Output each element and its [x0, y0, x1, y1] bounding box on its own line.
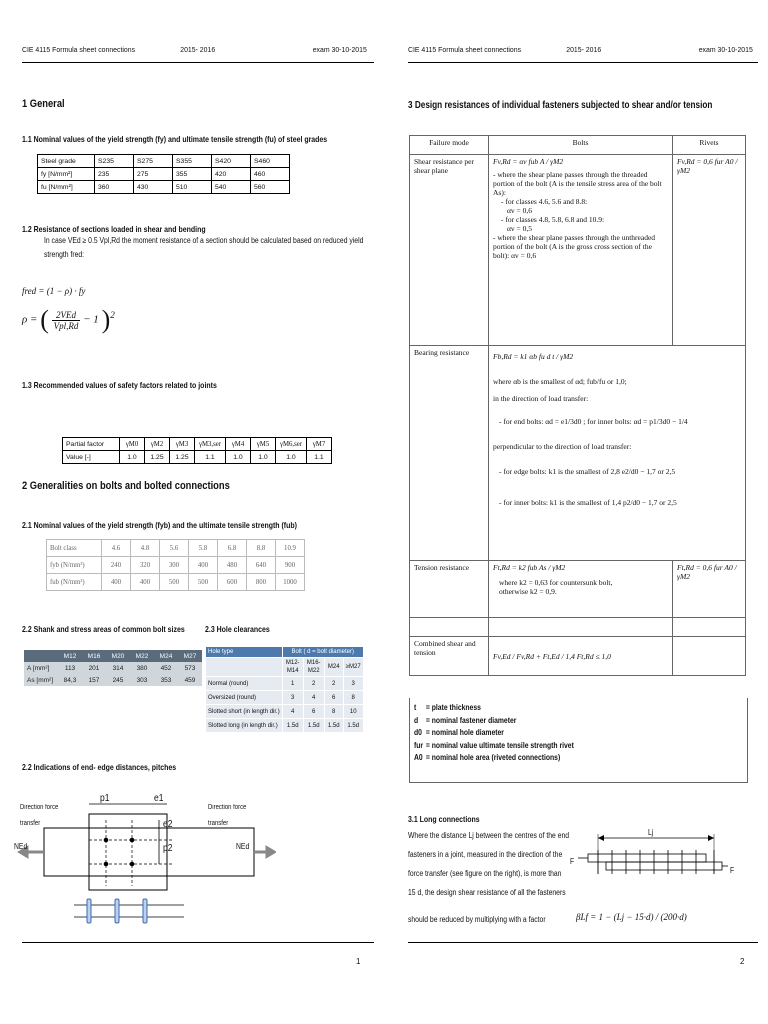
- cell: 1.5d: [324, 719, 343, 733]
- cell: 10: [343, 705, 363, 719]
- cell: [673, 637, 746, 676]
- cell: 2: [303, 677, 324, 691]
- cell: 1.0: [276, 451, 307, 464]
- cell: 8.8: [247, 540, 276, 557]
- cell: S235: [95, 155, 134, 168]
- cell: 1.1: [195, 451, 226, 464]
- header-title: CIE 4115 Formula sheet connections: [22, 45, 136, 54]
- cell: Normal (round): [206, 677, 283, 691]
- rho-formula: ρ = ( 2VEd Vpl,Rd − 1 )$^2$: [22, 305, 115, 334]
- e2-label: e2: [163, 819, 173, 830]
- bolt-class-table: [46, 539, 305, 591]
- section-2-4-title: 2.2 Indications of end- edge distances, pitches: [22, 762, 177, 772]
- cell: 320: [131, 557, 160, 574]
- cell: [673, 618, 746, 637]
- bolt-side: [143, 899, 147, 923]
- tension-text-1: otherwise k2 = 0,9.: [499, 587, 557, 596]
- cell: 353: [154, 674, 178, 686]
- header-rule: [22, 62, 374, 63]
- cell: fub (N/mm²): [47, 574, 102, 591]
- cell: S355: [173, 155, 212, 168]
- bearing-formula: Fb,Rd = k1 αb fu d t / γM2: [493, 352, 574, 361]
- bearing-text-5: - for inner bolts: k1 is the smallest of 1,4 p2/d0 − 1,7 or 2,5: [499, 498, 677, 507]
- cell: 275: [134, 168, 173, 181]
- section-1-2-title: 1.2 Resistance of sections loaded in shear and bending: [22, 224, 206, 234]
- tension-rivet-formula: Ft,Rd = 0,6 fur A0 / γM2: [673, 561, 746, 618]
- fastener-resistance-table: [409, 135, 746, 676]
- cell: 235: [95, 168, 134, 181]
- bearing-text-2: - for end bolts: αd = e1/3d0 ; for inner bolts: αd = p1/3d0 − 1/4: [499, 417, 688, 426]
- shear-text-1: - for classes 4.6, 5.6 and 8.8:: [501, 197, 588, 206]
- cell: 245: [106, 674, 130, 686]
- bearing-text-1: in the direction of load transfer:: [493, 394, 589, 403]
- page-number-2: 2: [740, 957, 745, 966]
- bolt-side: [115, 899, 119, 923]
- cell: 460: [251, 168, 290, 181]
- cell: 6: [324, 691, 343, 705]
- section-3-1-text: [408, 826, 578, 929]
- hole-clearance-table: [205, 646, 364, 733]
- safety-factor-table: [62, 437, 332, 464]
- force-right-label: F: [730, 866, 735, 875]
- cell: 1000: [276, 574, 305, 591]
- force-left-label: F: [570, 857, 575, 866]
- tension-mode: Tension resistance: [410, 561, 489, 618]
- cell: M27: [178, 650, 202, 662]
- page-number-1: 1: [356, 957, 361, 966]
- cell: 4: [282, 705, 303, 719]
- cell: 300: [160, 557, 189, 574]
- cell: [206, 658, 283, 677]
- ned-left-label: NEd: [14, 842, 28, 851]
- e1-label: e1: [154, 793, 164, 804]
- cell: fy [N/mm²]: [38, 168, 95, 181]
- bolt-hole: [130, 838, 135, 843]
- combined-formula: Fv,Ed / Fv,Rd + Ft,Ed / 1,4 Ft,Rd ≤ 1,0: [489, 637, 673, 676]
- header-title: CIE 4115 Formula sheet connections: [408, 45, 522, 54]
- cell: M22: [130, 650, 154, 662]
- cell: 1.25: [145, 451, 170, 464]
- bearing-cell: [489, 346, 746, 561]
- cell: 4.6: [102, 540, 131, 557]
- page-2: [384, 0, 768, 1024]
- bearing-mode: Bearing resistance: [410, 346, 489, 561]
- cell: Bolts: [489, 136, 673, 155]
- footer-rule: [22, 942, 374, 943]
- cell: 500: [189, 574, 218, 591]
- cell: 240: [102, 557, 131, 574]
- cell: 1.0: [226, 451, 251, 464]
- p2-label: p2: [163, 843, 173, 854]
- cell: 1.5d: [282, 719, 303, 733]
- cell: 1.0: [251, 451, 276, 464]
- plate-outline: [44, 828, 254, 876]
- cell: 640: [247, 557, 276, 574]
- header-exam: exam 30-10-2015: [312, 45, 367, 54]
- cell: 600: [218, 574, 247, 591]
- cell: 2: [324, 677, 343, 691]
- cell: As [mm²]: [24, 674, 58, 686]
- shear-mode: Shear resistance per shear plane: [410, 155, 489, 346]
- bearing-text-0: where αb is the smallest of αd; fub/fu or 1,0;: [493, 377, 627, 386]
- p1-label: p1: [100, 793, 110, 804]
- shear-text-5: - where the shear plane passes through the unthreaded portion of the bolt (A is the gross cross section of the bolt): αv = 0,6: [493, 233, 656, 260]
- header-rule: [408, 62, 758, 63]
- bearing-text-4: - for edge bolts: k1 is the smallest of 2,8 e2/d0 − 1,7 or 2,5: [499, 467, 676, 476]
- section-3-1-title: 3.1 Long connections: [408, 814, 480, 824]
- cell: 360: [95, 181, 134, 194]
- cell: 400: [189, 557, 218, 574]
- rho-num: 2VEd: [52, 310, 81, 321]
- cell: ≥M27: [343, 658, 363, 677]
- cell: M12-M14: [282, 658, 303, 677]
- cell: Bolt ( d = bolt diameter): [282, 647, 363, 658]
- cell: 157: [82, 674, 106, 686]
- steel-grade-table: [37, 154, 290, 194]
- cell: Bolt class: [47, 540, 102, 557]
- cell: 6: [303, 705, 324, 719]
- cell: M12: [58, 650, 82, 662]
- cell: 1.25: [170, 451, 195, 464]
- cell: 900: [276, 557, 305, 574]
- cell: [24, 650, 58, 662]
- shear-text-0: - where the shear plane passes through the threaded portion of the bolt (A is the tensile stress area of the bolt As):: [493, 170, 662, 197]
- legend-row: d = nominal fastener diameter: [414, 715, 517, 725]
- cell: γM6,ser: [276, 438, 307, 451]
- legend: [414, 702, 574, 765]
- cell: 201: [82, 662, 106, 674]
- cover-plate: [89, 814, 167, 890]
- cell: 800: [247, 574, 276, 591]
- cell: 510: [173, 181, 212, 194]
- f-red-formula: fred = (1 − ρ) · fy: [22, 286, 86, 296]
- rho-tail: − 1: [83, 313, 99, 326]
- cell: 400: [102, 574, 131, 591]
- cell: 1.5d: [303, 719, 324, 733]
- shear-rivet-formula: Fv,Rd = 0,6 fur A0 / γM2: [673, 155, 746, 346]
- ned-right-label: NEd: [236, 842, 250, 851]
- s31-line: Where the distance Lj between the centres of the end: [408, 831, 570, 840]
- cell: 573: [178, 662, 202, 674]
- tension-bolt-cell: [489, 561, 673, 618]
- cell: 5.8: [189, 540, 218, 557]
- legend-row: fur = nominal value ultimate tensile strength rivet: [414, 740, 574, 750]
- cell: 314: [106, 662, 130, 674]
- header-year: 2015- 2016: [566, 45, 602, 54]
- cell: γM2: [145, 438, 170, 451]
- cell: 452: [154, 662, 178, 674]
- cell: 4: [303, 691, 324, 705]
- bolt-hole: [104, 838, 109, 843]
- cell: 420: [212, 168, 251, 181]
- cell: 3: [343, 677, 363, 691]
- cell: 303: [130, 674, 154, 686]
- dir-force-left: Direction force transfer: [20, 804, 59, 827]
- bearing-text-3: perpendicular to the direction of load transfer:: [493, 442, 632, 451]
- section-2-1-title: 2.1 Nominal values of the yield strength (fyb) and the ultimate tensile strength (fub): [22, 520, 297, 530]
- cell: Slotted long (in length dir.): [206, 719, 283, 733]
- bolt-hole: [104, 862, 109, 867]
- lj-label: Lj: [648, 828, 654, 837]
- footer-rule: [408, 942, 758, 943]
- cell: 400: [131, 574, 160, 591]
- section-1-3-title: 1.3 Recommended values of safety factors related to joints: [22, 380, 217, 390]
- cell: 1.1: [307, 451, 332, 464]
- section-1-1-title: 1.1 Nominal values of the yield strength (fy) and ultimate tensile strength (fu) of steel grades: [22, 134, 328, 144]
- cell: 5.6: [160, 540, 189, 557]
- cell: fyb (N/mm²): [47, 557, 102, 574]
- cell: 500: [160, 574, 189, 591]
- cell: 560: [251, 181, 290, 194]
- cell: 1.5d: [343, 719, 363, 733]
- section-1-2-text: In case VEd ≥ 0.5 Vpl,Rd the moment resistance of a section should be calculated based on reduced yield strength fred:: [44, 236, 364, 259]
- cell: Rivets: [673, 136, 746, 155]
- cell: γM0: [120, 438, 145, 451]
- cell: 1.0: [120, 451, 145, 464]
- cell: γM3,ser: [195, 438, 226, 451]
- cell: 1: [282, 677, 303, 691]
- s31-line: should be reduced by multiplying with a factor: [408, 915, 546, 924]
- cell: 4.8: [131, 540, 160, 557]
- cell: 380: [130, 662, 154, 674]
- cell: [489, 618, 673, 637]
- cell: 10.9: [276, 540, 305, 557]
- s31-line: fasteners in a joint, measured in the direction of the: [408, 850, 563, 859]
- section-2-2-title: 2.2 Shank and stress areas of common bolt sizes: [22, 624, 185, 634]
- cell: 480: [218, 557, 247, 574]
- section-1-title: 1 General: [22, 98, 65, 110]
- dir-force-right: Direction force transfer: [208, 804, 247, 827]
- s31-line: 15 d, the design shear resistance of all the fasteners: [408, 888, 566, 897]
- section-2-title: 2 Generalities on bolts and bolted connections: [22, 480, 230, 492]
- rho-den: Vpl,Rd: [53, 320, 79, 331]
- cell: γM4: [226, 438, 251, 451]
- shear-text-3: - for classes 4.8, 5.8, 6.8 and 10.9:: [501, 215, 605, 224]
- cell: 459: [178, 674, 202, 686]
- cell: M16: [82, 650, 106, 662]
- cell: fu [N/mm²]: [38, 181, 95, 194]
- cell: A [mm²]: [24, 662, 58, 674]
- header-year: 2015- 2016: [180, 45, 216, 54]
- cell: M24: [324, 658, 343, 677]
- shear-bolt-formula: Fv,Rd = αv fub A / γM2: [493, 157, 564, 166]
- cell: M24: [154, 650, 178, 662]
- cell: [410, 618, 489, 637]
- cell: 430: [134, 181, 173, 194]
- section-3-title: 3 Design resistances of individual fasteners subjected to shear and/or tension: [408, 100, 713, 111]
- cell: Hole type: [206, 647, 283, 658]
- shear-text-2: αv = 0,6: [507, 206, 533, 215]
- s31-line: force transfer (see figure on the right), is more than: [408, 869, 562, 878]
- bolt-side: [87, 899, 91, 923]
- cell: S275: [134, 155, 173, 168]
- legend-row: t = plate thickness: [414, 703, 481, 712]
- cell: 6.8: [218, 540, 247, 557]
- cell: Partial factor: [63, 438, 120, 451]
- cell: 8: [324, 705, 343, 719]
- cell: 84,3: [58, 674, 82, 686]
- cell: S420: [212, 155, 251, 168]
- cell: M20: [106, 650, 130, 662]
- legend-row: d0 = nominal hole diameter: [414, 728, 504, 737]
- beta-formula: βLf = 1 − (Lj − 15·d) / (200·d): [576, 912, 687, 922]
- cell: S460: [251, 155, 290, 168]
- legend-row: A0 = nominal hole area (riveted connections): [414, 753, 561, 762]
- cell: M16-M22: [303, 658, 324, 677]
- cell: 540: [212, 181, 251, 194]
- cell: Steel grade: [38, 155, 95, 168]
- cell: Oversized (round): [206, 691, 283, 705]
- cell: γM7: [307, 438, 332, 451]
- cell: 113: [58, 662, 82, 674]
- cell: γM5: [251, 438, 276, 451]
- cell: Slotted short (in length dir.): [206, 705, 283, 719]
- shear-text-4: αv = 0,5: [507, 224, 533, 233]
- header-exam: exam 30-10-2015: [698, 45, 753, 54]
- rho-exp: 2: [110, 309, 115, 320]
- section-2-3-title: 2.3 Hole clearances: [205, 624, 270, 634]
- tension-text-0: where k2 = 0,63 for countersunk bolt,: [499, 578, 613, 587]
- tension-bolt-formula: Ft,Rd = k2 fub As / γM2: [493, 563, 566, 572]
- rho-lhs: ρ =: [22, 313, 38, 326]
- cell: 8: [343, 691, 363, 705]
- combined-mode: Combined shear and tension: [410, 637, 489, 676]
- shear-bolt-cell: [489, 155, 673, 346]
- cell: 355: [173, 168, 212, 181]
- cell: Failure mode: [410, 136, 489, 155]
- bolt-area-table: [24, 650, 202, 686]
- cell: 3: [282, 691, 303, 705]
- bolt-hole: [130, 862, 135, 867]
- cell: Value [-]: [63, 451, 120, 464]
- cell: γM3: [170, 438, 195, 451]
